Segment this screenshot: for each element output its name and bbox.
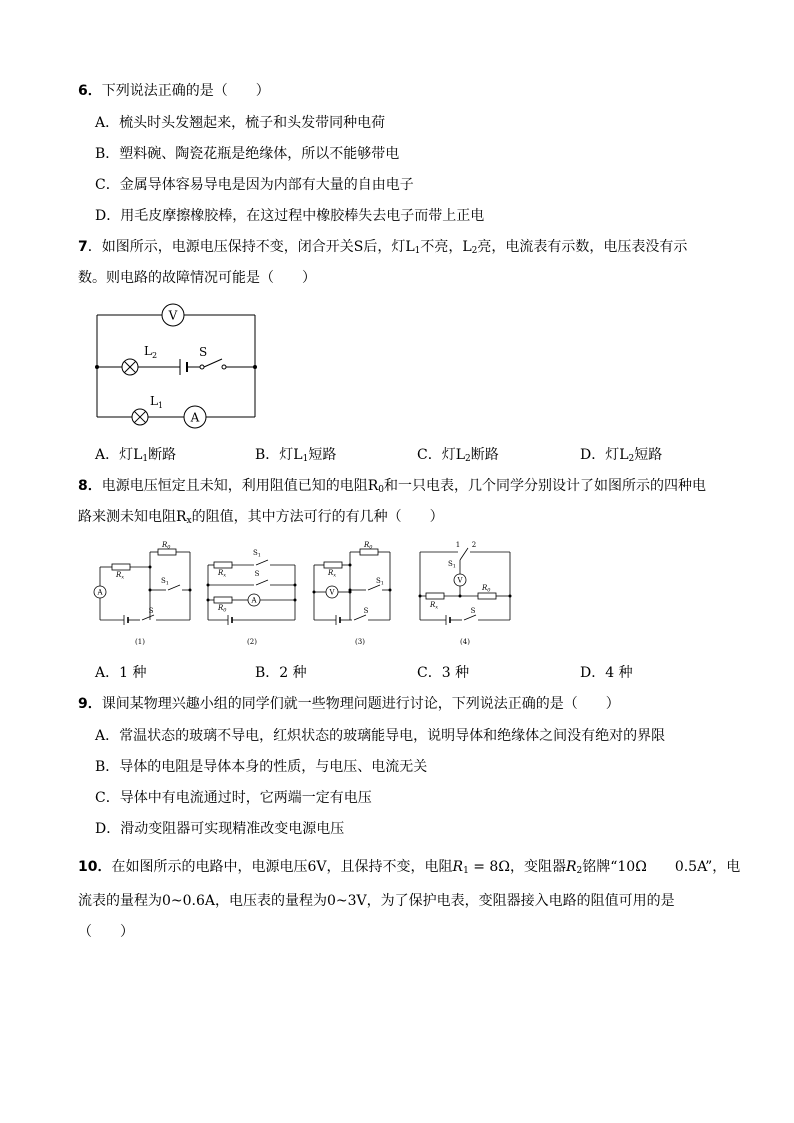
q7-lamp-l2-label: $L_2$	[144, 344, 158, 360]
q7-voltmeter	[162, 304, 184, 326]
q8-c3-r0-label: $R_0$	[364, 541, 373, 551]
q7-junction	[253, 365, 257, 369]
q8-c2-rx-label: $R_x$	[218, 569, 227, 579]
q10-sub: 2	[576, 866, 583, 876]
q8-figure-label-4: (4)	[460, 638, 470, 646]
q6-stem-text: 下列说法正确的是（ ）	[101, 83, 270, 99]
q7-number: 7	[78, 239, 88, 255]
q8-c2-r0-label: $R_0$	[218, 604, 227, 614]
q9-option-c: C．导体中有电流通过时，它两端一定有电压	[95, 790, 372, 806]
q9-stem	[78, 694, 620, 714]
q8-c3-rx-label: $R_x$	[328, 569, 337, 579]
q7-switch	[200, 365, 226, 369]
q8-c2-s2-label: S	[254, 570, 260, 578]
q7-lamp-l1	[132, 409, 148, 425]
q8-circuit-3	[314, 549, 390, 625]
q8-figure-label-3: (3)	[355, 638, 365, 646]
q10-stem-part: 在如图所示的电路中，电源电压6V，且保持不变，电阻	[111, 859, 453, 875]
q7-option-a: A．灯$L_1$断路	[95, 447, 177, 464]
q8-stem-part: 电源电压恒定且未知，利用阻值已知的电阻R	[101, 478, 379, 494]
q8-c2-s1-label: $S_1$	[253, 549, 261, 559]
q10-stem-part: ，变阻器	[509, 859, 566, 875]
q9-option-d: D．滑动变阻器可实现精准改变电源电压	[95, 821, 345, 837]
q8-sub: 0	[378, 485, 385, 495]
q8-c3-s1-label: $S_1$	[376, 577, 384, 587]
q7-voltmeter-label: V	[168, 308, 178, 323]
q6-number: 6．	[78, 83, 102, 99]
q10-r1-value: = 8Ω	[468, 859, 510, 875]
q10-stem-line3: （ ）	[78, 924, 134, 940]
q10-sub: 1	[463, 866, 469, 876]
q6-option-b: B．塑料碗、陶瓷花瓶是绝缘体，所以不能够带电	[95, 146, 400, 162]
q8-option-b: B．2 种	[255, 665, 307, 681]
q9-option-b: B．导体的电阻是导体本身的性质，与电压、电流无关	[95, 759, 428, 775]
q8-circuit-4	[420, 548, 510, 625]
q8-circuit-1	[94, 549, 190, 625]
q8-stem-line2	[78, 507, 444, 527]
q8-c2-ammeter-label: A	[251, 596, 257, 605]
q8-stem-part: 和一只电表，几个同学分别设计了如图所示的四种电	[384, 478, 707, 494]
q9-option-a: A．常温状态的玻璃不导电，红炽状态的玻璃能导电，说明导体和绝缘体之间没有绝对的界限	[95, 728, 666, 744]
q7-option-b: B．灯$L_1$短路	[255, 447, 337, 464]
q8-c1-s-label: S	[148, 607, 154, 615]
q7-stem-line1	[78, 237, 687, 257]
q7-lamp-l1-label: $L_1$	[150, 394, 164, 410]
q9-number: 9．	[78, 696, 102, 712]
q8-c3-voltmeter-label: V	[329, 588, 335, 597]
q8-c4-terminal-2: 2	[471, 541, 477, 549]
q8-option-a: A．1 种	[95, 665, 147, 681]
q8-option-d: D．4 种	[580, 665, 633, 681]
q7-stem-part: 不亮，L	[420, 239, 472, 255]
q8-c1-ammeter-label: A	[97, 588, 103, 597]
q8-c4-s-label: S	[470, 607, 476, 615]
q8-stem-line1	[78, 476, 706, 496]
q7-stem-line2: 数。则电路的故障情况可能是（ ）	[78, 270, 316, 286]
q7-sub: 1	[414, 246, 421, 256]
q10-r1-symbol: R	[452, 859, 464, 875]
q7-circuit-diagram	[90, 300, 265, 435]
q7-stem-part: ．如图所示，电源电压保持不变，闭合开关S后，灯L	[87, 239, 415, 255]
q10-r2-symbol: R	[565, 859, 577, 875]
q6-stem	[78, 81, 270, 101]
q10-stem-part: 铭牌“10Ω 0.5A”，电	[582, 859, 741, 875]
q8-option-c: C．3 种	[417, 665, 470, 681]
q7-lamp-l2	[122, 359, 138, 375]
q8-options	[95, 663, 715, 683]
q8-stem-part: 的阻值，其中方法可行的有几种（ ）	[191, 509, 444, 525]
q8-c4-s1-label: $S_1$	[448, 560, 456, 570]
q7-ammeter	[184, 406, 206, 428]
q8-c1-r0-label: $R_0$	[162, 541, 171, 551]
q8-c1-s1-label: $S_1$	[161, 577, 169, 587]
q8-c3-s-label: S	[363, 607, 369, 615]
q7-sub: 2	[471, 246, 478, 256]
q8-number: 8．	[78, 478, 102, 494]
q10-number: 10．	[78, 859, 112, 875]
q7-options	[95, 445, 715, 465]
q8-c4-voltmeter-label: V	[457, 576, 463, 585]
q7-option-c: C．灯$L_2$断路	[417, 447, 499, 464]
q8-c1-rx-label: $R_x$	[116, 571, 125, 581]
q8-figure-label-1: (1)	[135, 638, 145, 646]
q7-ammeter-label: A	[190, 410, 200, 425]
q8-c4-r0-label: $R_0$	[482, 584, 491, 594]
q8-circuit-diagrams	[90, 540, 520, 655]
q10-stem-line1	[78, 857, 740, 877]
q9-stem-text: 课间某物理兴趣小组的同学们就一些物理问题进行讨论，下列说法正确的是（ ）	[101, 696, 620, 712]
q6-option-a: A．梳头时头发翘起来，梳子和头发带同种电荷	[95, 115, 386, 131]
q8-sub: x	[186, 516, 192, 526]
q8-figure-label-2: (2)	[247, 638, 257, 646]
q7-junction	[95, 365, 99, 369]
q10-stem-line2: 流表的量程为0~0.6A，电压表的量程为0~3V，为了保护电表，变阻器接入电路的阻值可用的是	[78, 893, 675, 909]
q8-c4-terminal-1: 1	[455, 541, 461, 549]
q8-stem-part: 路来测未知电阻R	[78, 509, 187, 525]
q8-c4-rx-label: $R_x$	[430, 601, 439, 611]
q6-option-c: C．金属导体容易导电是因为内部有大量的自由电子	[95, 177, 414, 193]
q7-switch-label: S	[199, 345, 208, 359]
q7-stem-part: 亮，电流表有示数，电压表没有示	[477, 239, 688, 255]
q6-option-d: D．用毛皮摩擦橡胶棒，在这过程中橡胶棒失去电子而带上正电	[95, 208, 485, 224]
q7-option-d: D．灯$L_2$短路	[580, 447, 663, 464]
